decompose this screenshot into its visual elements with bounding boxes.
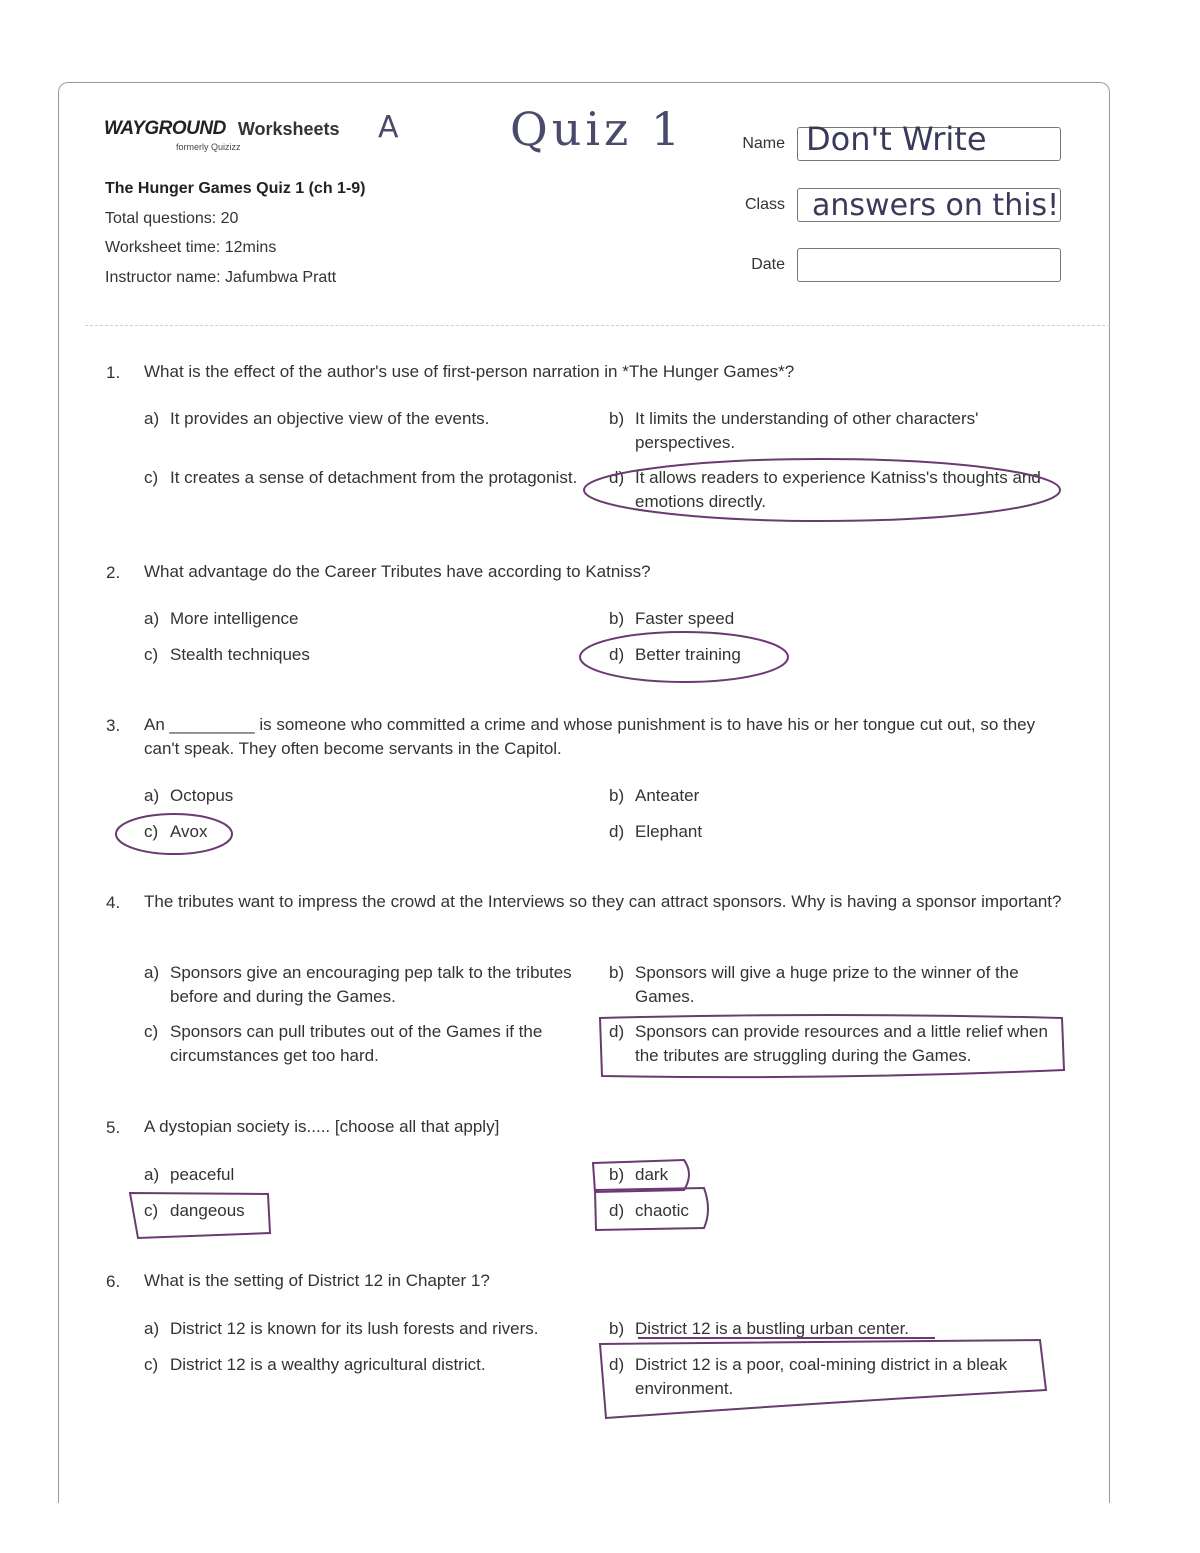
option-letter: a): [144, 786, 160, 805]
class-handwriting: answers on this!: [812, 188, 1060, 223]
option-letter: d): [609, 1201, 625, 1220]
worksheets-label: Worksheets: [237, 119, 340, 139]
option-letter: c): [144, 1355, 159, 1374]
option-text: dangeous: [170, 1201, 245, 1220]
wayground-logo: [104, 118, 340, 152]
option-d[interactable]: [609, 820, 1059, 844]
option-text: District 12 is a poor, coal-mining district in a bleak environment.: [635, 1355, 1008, 1398]
instructor-name: Instructor name: Jafumbwa Pratt: [105, 269, 337, 286]
option-d[interactable]: [609, 643, 1059, 667]
name-label: Name: [742, 135, 785, 152]
question-text: What is the setting of District 12 in Chapter 1?: [144, 1271, 490, 1290]
option-text: Octopus: [170, 786, 234, 805]
option-c[interactable]: [144, 1020, 584, 1068]
question-number: 5.: [106, 1118, 121, 1137]
question-number: 6.: [106, 1272, 121, 1291]
option-d[interactable]: [609, 1199, 1059, 1223]
question-number: 2.: [106, 563, 121, 582]
logo-text: WAYGROUND: [104, 118, 226, 139]
option-b[interactable]: [609, 1163, 1059, 1187]
option-text: Sponsors will give a huge prize to the winner of the Games.: [635, 963, 1019, 1006]
option-c[interactable]: [144, 820, 584, 844]
worksheet-title: The Hunger Games Quiz 1 (ch 1-9): [105, 180, 366, 197]
option-d[interactable]: [609, 1353, 1059, 1401]
name-handwriting: Don't Write: [806, 120, 987, 158]
option-letter: a): [144, 609, 160, 628]
worksheet-time: Worksheet time: 12mins: [105, 239, 277, 256]
option-text: Faster speed: [635, 609, 735, 628]
option-letter: b): [609, 1165, 625, 1184]
option-text: It provides an objective view of the events.: [170, 409, 490, 428]
question-text: What is the effect of the author's use of first-person narration in *The Hunger Games*?: [144, 362, 795, 381]
option-c[interactable]: [144, 643, 584, 667]
option-b[interactable]: [609, 607, 1059, 631]
option-b[interactable]: [609, 407, 1059, 455]
option-text: Better training: [635, 645, 741, 664]
option-text: It allows readers to experience Katniss's thoughts and emotions directly.: [635, 468, 1041, 511]
option-letter: d): [609, 1355, 625, 1374]
option-text: District 12 is a wealthy agricultural district.: [170, 1355, 486, 1374]
option-letter: c): [144, 1022, 159, 1041]
option-letter: c): [144, 645, 159, 664]
option-letter: c): [144, 1201, 159, 1220]
option-letter: d): [609, 1022, 625, 1041]
option-c[interactable]: [144, 466, 584, 490]
option-text: Anteater: [635, 786, 700, 805]
option-letter: a): [144, 963, 160, 982]
question-text: A dystopian society is..... [choose all that apply]: [144, 1117, 500, 1136]
question-number: 3.: [106, 716, 121, 735]
option-letter: b): [609, 409, 625, 428]
handwritten-version: A: [378, 110, 399, 145]
option-d[interactable]: [609, 466, 1059, 514]
option-letter: d): [609, 645, 625, 664]
option-text: Elephant: [635, 822, 703, 841]
option-b[interactable]: [609, 961, 1059, 1009]
option-text: chaotic: [635, 1201, 689, 1220]
option-text: It limits the understanding of other characters' perspectives.: [635, 409, 979, 452]
option-text: peaceful: [170, 1165, 235, 1184]
option-a[interactable]: [144, 1317, 584, 1341]
question-text: The tributes want to impress the crowd at the Interviews so they can attract sponsors. Why is having a sponsor important?: [144, 892, 1062, 911]
question-text: An _________ is someone who committed a crime and whose punishment is to have his or her tongue cut out, so they can't speak. They often become servants in the Capitol.: [144, 715, 1036, 758]
option-text: Sponsors can pull tributes out of the Games if the circumstances get too hard.: [170, 1022, 543, 1065]
option-text: dark: [635, 1165, 669, 1184]
question-text: What advantage do the Career Tributes have according to Katniss?: [144, 562, 651, 581]
option-letter: b): [609, 1319, 625, 1338]
option-text: More intelligence: [170, 609, 299, 628]
option-text: District 12 is known for its lush forests and rivers.: [170, 1319, 539, 1338]
class-label: Class: [744, 196, 785, 213]
option-text: District 12 is a bustling urban center.: [635, 1319, 910, 1338]
option-b[interactable]: [609, 1317, 1059, 1341]
option-text: Sponsors give an encouraging pep talk to the tributes before and during the Games.: [170, 963, 572, 1006]
option-text: Stealth techniques: [170, 645, 310, 664]
option-a[interactable]: [144, 1163, 584, 1187]
option-c[interactable]: [144, 1353, 584, 1377]
option-a[interactable]: [144, 607, 584, 631]
option-a[interactable]: [144, 961, 584, 1009]
option-letter: a): [144, 1165, 160, 1184]
question-number: 4.: [106, 893, 121, 912]
total-questions: Total questions: 20: [105, 210, 239, 227]
logo-subtitle: formerly Quizizz: [176, 142, 241, 152]
handwritten-quiz-label: Quiz 1: [510, 102, 685, 156]
option-letter: b): [609, 609, 625, 628]
option-letter: c): [144, 822, 159, 841]
option-a[interactable]: [144, 784, 584, 808]
option-letter: d): [609, 822, 625, 841]
option-letter: a): [144, 1319, 160, 1338]
option-letter: c): [144, 468, 159, 487]
option-c[interactable]: [144, 1199, 584, 1223]
option-letter: b): [609, 963, 625, 982]
option-text: It creates a sense of detachment from the protagonist.: [170, 468, 578, 487]
option-b[interactable]: [609, 784, 1059, 808]
option-a[interactable]: [144, 407, 584, 431]
option-letter: a): [144, 409, 160, 428]
date-field[interactable]: [797, 248, 1061, 282]
header-divider: [85, 325, 1110, 326]
option-text: Avox: [170, 822, 208, 841]
option-letter: d): [609, 468, 625, 487]
question-number: 1.: [106, 363, 121, 382]
option-text: Sponsors can provide resources and a little relief when the tributes are struggling during the Games.: [635, 1022, 1048, 1065]
option-d[interactable]: [609, 1020, 1059, 1068]
option-letter: b): [609, 786, 625, 805]
date-label: Date: [751, 256, 785, 273]
